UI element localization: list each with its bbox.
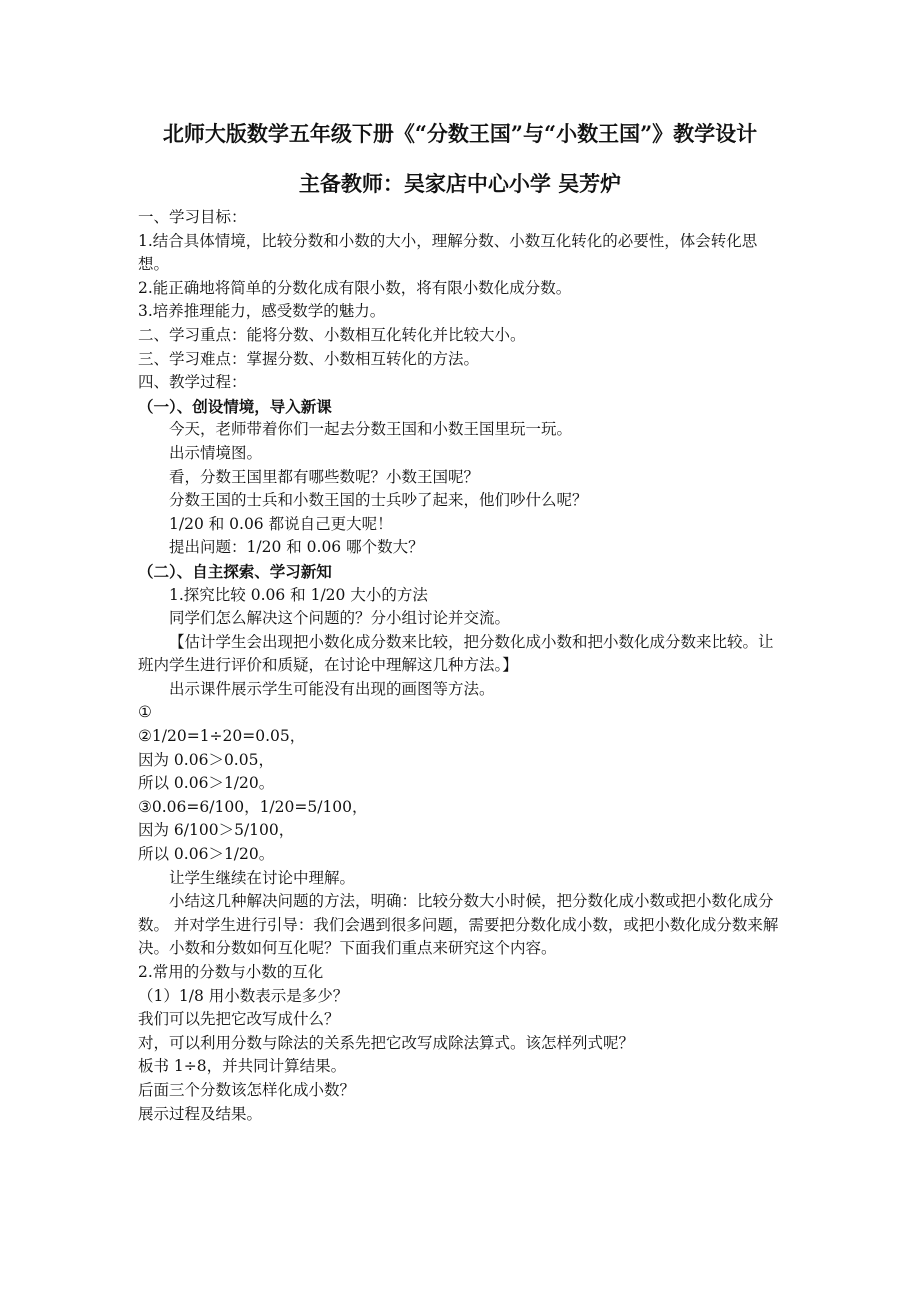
text-line: 提出问题：1/20 和 0.06 哪个数大？: [169, 538, 424, 557]
text-line: 所以 0.06＞1/20。: [138, 845, 275, 864]
text-line: ①: [138, 703, 152, 722]
text-line: 1.结合具体情境，比较分数和小数的大小，理解分数、小数互化转化的必要性，体会转化思想。: [138, 231, 758, 274]
text-line: 因为 6/100＞5/100，: [138, 821, 295, 840]
text-line: 因为 0.06＞0.05，: [138, 750, 274, 769]
text-line: 让学生继续在讨论中理解。: [169, 868, 356, 887]
text-line: 所以 0.06＞1/20。: [138, 774, 275, 793]
text-line: 一、学习目标：: [138, 208, 247, 226]
text-line: 二、学习重点：能将分数、小数相互化转化并比较大小。: [138, 325, 526, 344]
section-heading: （二）、自主探索、学习新知: [138, 561, 332, 581]
text-line: 出示情境图。: [169, 443, 263, 462]
text-line: ②1/20=1÷20=0.05，: [138, 727, 306, 746]
text-line: 出示课件展示学生可能没有出现的画图等方法。: [169, 679, 495, 698]
text-line: 2.常用的分数与小数的互化: [138, 963, 324, 981]
text-line: 【估计学生会出现把小数化成分数来比较，把分数化成小数和把小数化成分数来比较。让班内学生进行评价和质疑，在讨论中理解这几种方法。】: [138, 632, 774, 675]
text-line: 同学们怎么解决这个问题的？分小组讨论并交流。: [169, 609, 511, 628]
text-line: 我们可以先把它改写成什么？: [138, 1010, 340, 1029]
text-line: 今天，老师带着你们一起去分数王国和小数王国里玩一玩。: [169, 420, 573, 439]
text-line: 板书 1÷8，并共同计算结果。: [138, 1057, 347, 1076]
text-line: 1.探究比较 0.06 和 1/20 大小的方法: [169, 585, 428, 604]
text-line: 2.能正确地将简单的分数化成有限小数，将有限小数化成分数。: [138, 278, 572, 297]
document-title: 北师大版数学五年级下册《“分数王国”与“小数王国”》教学设计: [162, 121, 758, 146]
text-line: 三、学习难点：掌握分数、小数相互转化的方法。: [138, 349, 480, 368]
document-author: 主备教师：吴家店中心小学 吴芳炉: [298, 171, 622, 196]
text-line: 展示过程及结果。: [138, 1104, 263, 1123]
text-line: 看，分数王国里都有哪些数呢？小数王国呢？: [169, 467, 480, 486]
text-line: 3.培养推理能力，感受数学的魅力。: [138, 302, 386, 321]
document-body: [138, 206, 788, 1126]
text-line: 1/20 和 0.06 都说自己更大呢！: [169, 514, 393, 533]
text-line: 四、教学过程：: [138, 373, 247, 392]
text-line: 后面三个分数该怎样化成小数？: [138, 1080, 356, 1099]
text-line: ③0.06=6/100，1/20=5/100，: [138, 797, 368, 816]
text-line: 小结这几种解决问题的方法，明确：比较分数大小时候，把分数化成小数或把小数化成分数。 并对学生进行引导：我们会遇到很多问题，需要把分数化成小数，或把小数化成分数来解决。小数和分数如何互化呢？下面我们重点来研究这个内容。: [138, 892, 779, 958]
text-line: （1）1/8 用小数表示是多少？: [138, 986, 349, 1005]
section-heading: （一）、创设情境，导入新课: [138, 396, 332, 416]
text-line: 对，可以利用分数与除法的关系先把它改写成除法算式。该怎样列式呢？: [138, 1033, 635, 1052]
text-line: 分数王国的士兵和小数王国的士兵吵了起来，他们吵什么呢？: [169, 491, 588, 510]
